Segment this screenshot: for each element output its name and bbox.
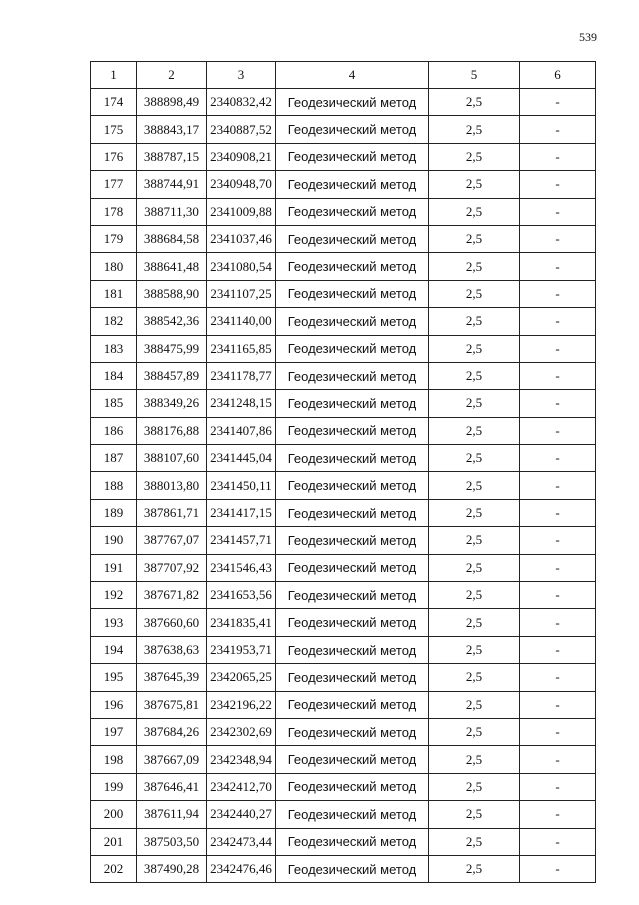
method-cell: Геодезический метод [276,636,429,663]
note-cell: - [520,801,596,828]
table-row [91,746,596,773]
note-cell: - [520,773,596,800]
method-cell: Геодезический метод [276,691,429,718]
point-number-cell: 184 [91,362,137,389]
table-row [91,253,596,280]
x-coordinate-cell: 388349,26 [137,390,207,417]
x-coordinate-cell: 388711,30 [137,198,207,225]
x-coordinate-cell: 387667,09 [137,746,207,773]
accuracy-cell: 2,5 [429,308,520,335]
accuracy-cell: 2,5 [429,609,520,636]
point-number-cell: 176 [91,143,137,170]
y-coordinate-cell: 2342476,46 [207,855,276,882]
method-cell: Геодезический метод [276,855,429,882]
table-row [91,773,596,800]
header-cell-3: 3 [207,62,276,89]
table-row [91,308,596,335]
table-row [91,417,596,444]
method-cell: Геодезический метод [276,89,429,116]
header-cell-6: 6 [520,62,596,89]
accuracy-cell: 2,5 [429,362,520,389]
accuracy-cell: 2,5 [429,527,520,554]
note-cell: - [520,417,596,444]
table-row [91,664,596,691]
accuracy-cell: 2,5 [429,855,520,882]
method-cell: Геодезический метод [276,801,429,828]
point-number-cell: 181 [91,280,137,307]
table-row [91,472,596,499]
accuracy-cell: 2,5 [429,746,520,773]
table-row [91,554,596,581]
x-coordinate-cell: 388176,88 [137,417,207,444]
x-coordinate-cell: 387671,82 [137,582,207,609]
y-coordinate-cell: 2342065,25 [207,664,276,691]
x-coordinate-cell: 388843,17 [137,116,207,143]
table-row [91,171,596,198]
method-cell: Геодезический метод [276,499,429,526]
y-coordinate-cell: 2341248,15 [207,390,276,417]
point-number-cell: 178 [91,198,137,225]
point-number-cell: 189 [91,499,137,526]
method-cell: Геодезический метод [276,362,429,389]
y-coordinate-cell: 2342196,22 [207,691,276,718]
point-number-cell: 202 [91,855,137,882]
table-row [91,89,596,116]
method-cell: Геодезический метод [276,773,429,800]
point-number-cell: 194 [91,636,137,663]
y-coordinate-cell: 2342348,94 [207,746,276,773]
accuracy-cell: 2,5 [429,225,520,252]
table-row [91,280,596,307]
table-row [91,390,596,417]
x-coordinate-cell: 388898,49 [137,89,207,116]
point-number-cell: 201 [91,828,137,855]
point-number-cell: 185 [91,390,137,417]
table-row [91,691,596,718]
table-row [91,582,596,609]
note-cell: - [520,609,596,636]
accuracy-cell: 2,5 [429,417,520,444]
note-cell: - [520,472,596,499]
table-row [91,855,596,882]
note-cell: - [520,691,596,718]
point-number-cell: 188 [91,472,137,499]
point-number-cell: 198 [91,746,137,773]
note-cell: - [520,582,596,609]
accuracy-cell: 2,5 [429,390,520,417]
y-coordinate-cell: 2340948,70 [207,171,276,198]
point-number-cell: 183 [91,335,137,362]
x-coordinate-cell: 387611,94 [137,801,207,828]
note-cell: - [520,335,596,362]
y-coordinate-cell: 2342473,44 [207,828,276,855]
y-coordinate-cell: 2341653,56 [207,582,276,609]
accuracy-cell: 2,5 [429,143,520,170]
note-cell: - [520,362,596,389]
header-cell-5: 5 [429,62,520,89]
table-row [91,225,596,252]
y-coordinate-cell: 2340887,52 [207,116,276,143]
accuracy-cell: 2,5 [429,801,520,828]
method-cell: Геодезический метод [276,198,429,225]
x-coordinate-cell: 387490,28 [137,855,207,882]
note-cell: - [520,225,596,252]
method-cell: Геодезический метод [276,527,429,554]
accuracy-cell: 2,5 [429,773,520,800]
point-number-cell: 187 [91,445,137,472]
method-cell: Геодезический метод [276,472,429,499]
accuracy-cell: 2,5 [429,636,520,663]
note-cell: - [520,198,596,225]
table-row [91,828,596,855]
x-coordinate-cell: 388542,36 [137,308,207,335]
x-coordinate-cell: 387638,63 [137,636,207,663]
note-cell: - [520,143,596,170]
note-cell: - [520,499,596,526]
y-coordinate-cell: 2341546,43 [207,554,276,581]
point-number-cell: 175 [91,116,137,143]
method-cell: Геодезический метод [276,280,429,307]
x-coordinate-cell: 387707,92 [137,554,207,581]
x-coordinate-cell: 388641,48 [137,253,207,280]
x-coordinate-cell: 387503,50 [137,828,207,855]
point-number-cell: 174 [91,89,137,116]
method-cell: Геодезический метод [276,308,429,335]
accuracy-cell: 2,5 [429,445,520,472]
note-cell: - [520,116,596,143]
header-cell-1: 1 [91,62,137,89]
x-coordinate-cell: 388787,15 [137,143,207,170]
method-cell: Геодезический метод [276,253,429,280]
method-cell: Геодезический метод [276,609,429,636]
table-row [91,636,596,663]
y-coordinate-cell: 2341835,41 [207,609,276,636]
table-row [91,499,596,526]
y-coordinate-cell: 2342302,69 [207,718,276,745]
y-coordinate-cell: 2341140,00 [207,308,276,335]
note-cell: - [520,253,596,280]
y-coordinate-cell: 2342440,27 [207,801,276,828]
accuracy-cell: 2,5 [429,691,520,718]
accuracy-cell: 2,5 [429,472,520,499]
method-cell: Геодезический метод [276,417,429,444]
method-cell: Геодезический метод [276,143,429,170]
y-coordinate-cell: 2341178,77 [207,362,276,389]
accuracy-cell: 2,5 [429,198,520,225]
y-coordinate-cell: 2341107,25 [207,280,276,307]
x-coordinate-cell: 387684,26 [137,718,207,745]
note-cell: - [520,89,596,116]
point-number-cell: 193 [91,609,137,636]
accuracy-cell: 2,5 [429,89,520,116]
y-coordinate-cell: 2342412,70 [207,773,276,800]
x-coordinate-cell: 388013,80 [137,472,207,499]
y-coordinate-cell: 2340908,21 [207,143,276,170]
y-coordinate-cell: 2341953,71 [207,636,276,663]
note-cell: - [520,527,596,554]
point-number-cell: 186 [91,417,137,444]
y-coordinate-cell: 2341009,88 [207,198,276,225]
point-number-cell: 180 [91,253,137,280]
y-coordinate-cell: 2341080,54 [207,253,276,280]
table-row [91,801,596,828]
note-cell: - [520,636,596,663]
x-coordinate-cell: 387660,60 [137,609,207,636]
table-row [91,143,596,170]
page-number: 539 [579,30,597,44]
table-row [91,362,596,389]
table-row [91,527,596,554]
accuracy-cell: 2,5 [429,582,520,609]
method-cell: Геодезический метод [276,225,429,252]
x-coordinate-cell: 387861,71 [137,499,207,526]
coordinates-table [90,61,596,883]
note-cell: - [520,855,596,882]
method-cell: Геодезический метод [276,746,429,773]
table-body [91,89,596,883]
x-coordinate-cell: 388457,89 [137,362,207,389]
method-cell: Геодезический метод [276,335,429,362]
y-coordinate-cell: 2341165,85 [207,335,276,362]
point-number-cell: 197 [91,718,137,745]
x-coordinate-cell: 387646,41 [137,773,207,800]
note-cell: - [520,718,596,745]
table-header [91,62,596,89]
table-row [91,445,596,472]
accuracy-cell: 2,5 [429,554,520,581]
note-cell: - [520,308,596,335]
point-number-cell: 179 [91,225,137,252]
x-coordinate-cell: 388744,91 [137,171,207,198]
accuracy-cell: 2,5 [429,116,520,143]
accuracy-cell: 2,5 [429,280,520,307]
y-coordinate-cell: 2341445,04 [207,445,276,472]
point-number-cell: 182 [91,308,137,335]
point-number-cell: 196 [91,691,137,718]
x-coordinate-cell: 388684,58 [137,225,207,252]
note-cell: - [520,445,596,472]
header-cell-2: 2 [137,62,207,89]
method-cell: Геодезический метод [276,445,429,472]
note-cell: - [520,280,596,307]
y-coordinate-cell: 2341417,15 [207,499,276,526]
method-cell: Геодезический метод [276,664,429,691]
y-coordinate-cell: 2341457,71 [207,527,276,554]
point-number-cell: 192 [91,582,137,609]
x-coordinate-cell: 387767,07 [137,527,207,554]
y-coordinate-cell: 2341450,11 [207,472,276,499]
point-number-cell: 195 [91,664,137,691]
method-cell: Геодезический метод [276,171,429,198]
note-cell: - [520,664,596,691]
note-cell: - [520,390,596,417]
table-row [91,718,596,745]
point-number-cell: 191 [91,554,137,581]
accuracy-cell: 2,5 [429,335,520,362]
accuracy-cell: 2,5 [429,499,520,526]
header-cell-4: 4 [276,62,429,89]
note-cell: - [520,171,596,198]
accuracy-cell: 2,5 [429,718,520,745]
y-coordinate-cell: 2340832,42 [207,89,276,116]
note-cell: - [520,554,596,581]
method-cell: Геодезический метод [276,390,429,417]
header-row [91,62,596,89]
point-number-cell: 200 [91,801,137,828]
y-coordinate-cell: 2341037,46 [207,225,276,252]
method-cell: Геодезический метод [276,582,429,609]
x-coordinate-cell: 388475,99 [137,335,207,362]
point-number-cell: 199 [91,773,137,800]
x-coordinate-cell: 388107,60 [137,445,207,472]
point-number-cell: 177 [91,171,137,198]
method-cell: Геодезический метод [276,116,429,143]
accuracy-cell: 2,5 [429,253,520,280]
x-coordinate-cell: 387645,39 [137,664,207,691]
note-cell: - [520,828,596,855]
point-number-cell: 190 [91,527,137,554]
accuracy-cell: 2,5 [429,171,520,198]
note-cell: - [520,746,596,773]
y-coordinate-cell: 2341407,86 [207,417,276,444]
accuracy-cell: 2,5 [429,664,520,691]
x-coordinate-cell: 388588,90 [137,280,207,307]
table-row [91,116,596,143]
method-cell: Геодезический метод [276,828,429,855]
table-row [91,609,596,636]
x-coordinate-cell: 387675,81 [137,691,207,718]
method-cell: Геодезический метод [276,718,429,745]
accuracy-cell: 2,5 [429,828,520,855]
table-row [91,198,596,225]
method-cell: Геодезический метод [276,554,429,581]
table-row [91,335,596,362]
